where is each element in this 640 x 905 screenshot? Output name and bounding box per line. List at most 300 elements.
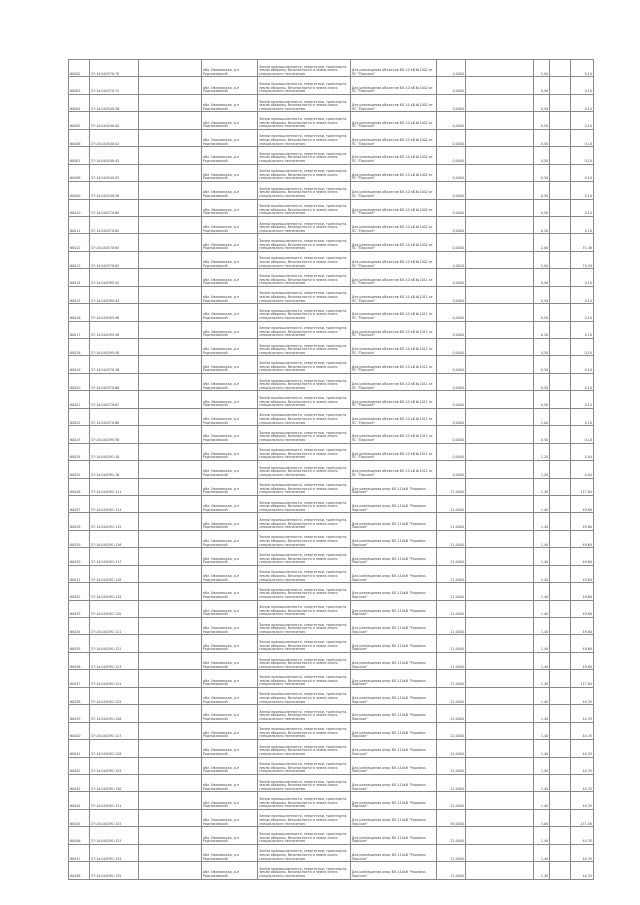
cell-use: Для размещения объектов ВЛ-10 кВ №1002 от ПС "Парское"	[350, 216, 436, 233]
land-plot-table	[68, 59, 594, 880]
cell-address: обл. Ивановская, р-н Родниковский	[202, 844, 258, 861]
table-row	[69, 618, 594, 635]
cell-area: 21,0004	[436, 478, 465, 495]
table-row	[69, 548, 594, 565]
cell-num: 60048	[69, 862, 90, 879]
cell-empty	[138, 408, 201, 425]
cell-cost: 49,60	[571, 565, 594, 582]
cell-val: 0,50	[533, 216, 550, 233]
cell-num: 60034	[69, 618, 90, 635]
cell-category: Земли промышленности, энергетики, транспорта, земли обороны, безопасности и земли иного специального назначения	[258, 670, 351, 687]
cell-empty	[550, 164, 571, 181]
cell-val: 1,40	[533, 565, 550, 582]
cell-category: Земли промышленности, энергетики, транспорта, земли обороны, безопасности и земли иного специального назначения	[258, 722, 351, 739]
cell-cadastral: 37:14:040340:56	[89, 182, 138, 199]
cell-use: Для размещения опор ВЛ-110кВ "Родники-Парское"	[350, 652, 436, 669]
cell-cadastral: 37:14:040391:126	[89, 705, 138, 722]
cell-category: Земли промышленности, энергетики, транспорта, земли обороны, безопасности и земли иного специального назначения	[258, 740, 351, 757]
cell-category: Земли промышленности, энергетики, транспорта, земли обороны, безопасности и земли иного специального назначения	[258, 618, 351, 635]
cell-area: 21,0004	[436, 495, 465, 512]
cell-cost: 0,10	[571, 286, 594, 303]
cell-num: 60035	[69, 635, 90, 652]
cell-empty	[138, 583, 201, 600]
cell-use: Для размещения опор ВЛ-110кВ "Родники-Парское"	[350, 583, 436, 600]
cell-cost: 44,35	[571, 862, 594, 879]
cell-cadastral: 37:14:040391:127	[89, 722, 138, 739]
cell-num: 60032	[69, 583, 90, 600]
cell-area: 0,0004	[436, 182, 465, 199]
cell-empty	[466, 705, 534, 722]
cell-val: 0,50	[533, 373, 550, 390]
cell-empty	[550, 321, 571, 338]
cell-address: обл. Ивановская, р-н Родниковский	[202, 304, 258, 321]
cell-empty	[466, 356, 534, 373]
cell-num: 60022	[69, 408, 90, 425]
cell-address: обл. Ивановская, р-н Родниковский	[202, 635, 258, 652]
cell-empty	[138, 164, 201, 181]
cell-use: Для размещения опор ВЛ-110кВ "Родники-Парское"	[350, 548, 436, 565]
cell-val: 1,40	[533, 478, 550, 495]
table-row	[69, 844, 594, 861]
cell-cadastral: 37:14:040391:135	[89, 862, 138, 879]
cell-empty	[466, 862, 534, 879]
cell-cost: 0,10	[571, 164, 594, 181]
cell-cadastral: 37:14:040340:42	[89, 129, 138, 146]
cell-empty	[138, 827, 201, 844]
table-row	[69, 635, 594, 652]
cell-category: Земли промышленности, энергетики, транспорта, земли обороны, безопасности и земли иного специального назначения	[258, 757, 351, 774]
cell-category: Земли промышленности, энергетики, транспорта, земли обороны, безопасности и земли иного специального назначения	[258, 530, 351, 547]
cell-num: 60029	[69, 530, 90, 547]
cell-empty	[550, 583, 571, 600]
cell-cost: 0,10	[571, 77, 594, 94]
cell-empty	[138, 147, 201, 164]
cell-address: обл. Ивановская, р-н Родниковский	[202, 705, 258, 722]
cell-use: Для размещения объектов ВЛ-10 кВ №1002 от ПС "Парское"	[350, 129, 436, 146]
cell-area: 0,0010	[436, 251, 465, 268]
cell-area: 0,0004	[436, 94, 465, 111]
cell-val: 3,00	[533, 809, 550, 826]
cell-cost: 49,60	[571, 618, 594, 635]
cell-cost: 49,60	[571, 548, 594, 565]
cell-empty	[138, 757, 201, 774]
cell-empty	[466, 339, 534, 356]
cell-empty	[550, 548, 571, 565]
cell-use: Для размещения объектов ВЛ-10 кВ №1011 от ПС "Парское"	[350, 373, 436, 390]
cell-category: Земли промышленности, энергетики, транспорта, земли обороны, безопасности и земли иного специального назначения	[258, 513, 351, 530]
cell-address: обл. Ивановская, р-н Родниковский	[202, 774, 258, 791]
cell-num: 60040	[69, 722, 90, 739]
cell-use: Для размещения объектов ВЛ-10 кВ №1011 от ПС "Парское"	[350, 304, 436, 321]
cell-num: 60011	[69, 216, 90, 233]
cell-cadastral: 37:14:040370:68	[89, 408, 138, 425]
cell-empty	[550, 182, 571, 199]
cell-num: 60038	[69, 687, 90, 704]
cell-use: Для размещения объектов ВЛ-10 кВ №1002 от ПС "Парское"	[350, 77, 436, 94]
cell-use: Для размещения опор ВЛ-110кВ "Родники-Парское"	[350, 618, 436, 635]
cell-cadastral: 37:14:040395:36	[89, 426, 138, 443]
cell-address: обл. Ивановская, р-н Родниковский	[202, 60, 258, 77]
cell-empty	[138, 356, 201, 373]
cell-empty	[138, 478, 201, 495]
table-row	[69, 77, 594, 94]
cell-cadastral: 37:14:040391:116	[89, 530, 138, 547]
cell-empty	[550, 147, 571, 164]
cell-empty	[550, 391, 571, 408]
cell-cost: 0,10	[571, 321, 594, 338]
cell-empty	[466, 461, 534, 478]
cell-area: 21,0004	[436, 600, 465, 617]
cell-cost: 0,10	[571, 216, 594, 233]
cell-empty	[138, 216, 201, 233]
cell-cadastral: 37:14:040391:10	[89, 443, 138, 460]
cell-cost: 44,35	[571, 722, 594, 739]
table-row	[69, 251, 594, 268]
cell-empty	[550, 234, 571, 251]
cell-empty	[550, 827, 571, 844]
cell-category: Земли промышленности, энергетики, транспорта, земли обороны, безопасности и земли иного специального назначения	[258, 635, 351, 652]
table-row	[69, 740, 594, 757]
cell-cost: 0,10	[571, 94, 594, 111]
cell-num: 60025	[69, 461, 90, 478]
cell-category: Земли промышленности, энергетики, транспорта, земли обороны, безопасности и земли иного специального назначения	[258, 216, 351, 233]
cell-address: обл. Ивановская, р-н Родниковский	[202, 687, 258, 704]
cell-cost: 49,60	[571, 530, 594, 547]
cell-empty	[466, 618, 534, 635]
cell-num: 60017	[69, 321, 90, 338]
table-row	[69, 722, 594, 739]
cell-use: Для размещения опор ВЛ-110кВ "Родники-Парское"	[350, 844, 436, 861]
cell-use: Для размещения опор ВЛ-110кВ "Родники-Парское"	[350, 565, 436, 582]
cell-val: 1,40	[533, 757, 550, 774]
cell-empty	[466, 583, 534, 600]
cell-empty	[466, 426, 534, 443]
cell-val: 1,40	[533, 635, 550, 652]
table-row	[69, 443, 594, 460]
cell-use: Для размещения объектов ВЛ-10 кВ №1002 от ПС "Парское"	[350, 199, 436, 216]
cell-empty	[550, 60, 571, 77]
cell-use: Для размещения объектов ВЛ-10 кВ №1011 от ПС "Парское"	[350, 408, 436, 425]
cell-cadastral: 37:14:040391:117	[89, 548, 138, 565]
cell-empty	[550, 792, 571, 809]
cell-num: 60008	[69, 164, 90, 181]
cell-category: Земли промышленности, энергетики, транспорта, земли обороны, безопасности и земли иного специального назначения	[258, 321, 351, 338]
cell-area: 0,0004	[436, 112, 465, 129]
cell-num: 60018	[69, 339, 90, 356]
cell-num: 60026	[69, 478, 90, 495]
cell-cadastral: 37:14:040391:16	[89, 461, 138, 478]
cell-category: Земли промышленности, энергетики, транспорта, земли обороны, безопасности и земли иного специального назначения	[258, 60, 351, 77]
cell-cadastral: 37:14:040391:132	[89, 809, 138, 826]
cell-empty	[466, 740, 534, 757]
cell-empty	[550, 304, 571, 321]
cell-area: 0,0004	[436, 373, 465, 390]
cell-empty	[466, 373, 534, 390]
cell-empty	[466, 513, 534, 530]
cell-use: Для размещения объектов ВЛ-10 кВ №1011 от ПС "Парское"	[350, 461, 436, 478]
cell-cadastral: 37:14:040391:114	[89, 495, 138, 512]
cell-category: Земли промышленности, энергетики, транспорта, земли обороны, безопасности и земли иного специального назначения	[258, 583, 351, 600]
cell-use: Для размещения опор ВЛ-110кВ "Родники-Парское"	[350, 635, 436, 652]
cell-cost: 49,60	[571, 635, 594, 652]
cell-category: Земли промышленности, энергетики, транспорта, земли обороны, безопасности и земли иного специального назначения	[258, 443, 351, 460]
cell-empty	[466, 495, 534, 512]
cell-num: 60003	[69, 77, 90, 94]
cell-area: 0,0004	[436, 356, 465, 373]
cell-use: Для размещения объектов ВЛ-10 кВ №1002 от ПС "Парское"	[350, 147, 436, 164]
cell-val: 0,50	[533, 182, 550, 199]
cell-category: Земли промышленности, энергетики, транспорта, земли обороны, безопасности и земли иного специального назначения	[258, 705, 351, 722]
cell-use: Для размещения опор ВЛ-110кВ "Родники-Парское"	[350, 670, 436, 687]
cell-empty	[550, 600, 571, 617]
cell-cost: 0,10	[571, 129, 594, 146]
cell-val: 1,40	[533, 740, 550, 757]
cell-category: Земли промышленности, энергетики, транспорта, земли обороны, безопасности и земли иного специального назначения	[258, 495, 351, 512]
cell-empty	[466, 844, 534, 861]
cell-category: Земли промышленности, энергетики, транспорта, земли обороны, безопасности и земли иного специального назначения	[258, 77, 351, 94]
cell-area: 21,0004	[436, 565, 465, 582]
cell-address: обл. Ивановская, р-н Родниковский	[202, 77, 258, 94]
cell-empty	[550, 635, 571, 652]
cell-empty	[138, 809, 201, 826]
cell-empty	[550, 269, 571, 286]
cell-cost: 0,10	[571, 408, 594, 425]
cell-empty	[466, 147, 534, 164]
cell-cost: 44,35	[571, 687, 594, 704]
cell-num: 60027	[69, 495, 90, 512]
cell-empty	[466, 600, 534, 617]
cell-address: обл. Ивановская, р-н Родниковский	[202, 373, 258, 390]
cell-area: 0,0004	[436, 216, 465, 233]
cell-address: обл. Ивановская, р-н Родниковский	[202, 269, 258, 286]
cell-use: Для размещения объектов ВЛ-10 кВ №1011 от ПС "Парское"	[350, 269, 436, 286]
cell-val: 1,40	[533, 618, 550, 635]
cell-cadastral: 37:14:040340:36	[89, 94, 138, 111]
cell-val: 0,50	[533, 356, 550, 373]
table-row	[69, 286, 594, 303]
cell-empty	[466, 112, 534, 129]
cell-empty	[550, 530, 571, 547]
cell-use: Для размещения объектов ВЛ-10 кВ №1002 от ПС "Парское"	[350, 60, 436, 77]
cell-empty	[466, 635, 534, 652]
cell-address: обл. Ивановская, р-н Родниковский	[202, 216, 258, 233]
cell-empty	[550, 809, 571, 826]
cell-cost: 0,10	[571, 373, 594, 390]
cell-address: обл. Ивановская, р-н Родниковский	[202, 391, 258, 408]
cell-area: 21,0004	[436, 530, 465, 547]
table-row	[69, 530, 594, 547]
cell-empty	[466, 443, 534, 460]
cell-num: 60033	[69, 600, 90, 617]
cell-area: 0,0004	[436, 164, 465, 181]
cell-num: 60004	[69, 94, 90, 111]
cell-empty	[138, 129, 201, 146]
cell-empty	[550, 339, 571, 356]
cell-empty	[138, 339, 201, 356]
cell-cadastral: 37:14:040391:130	[89, 774, 138, 791]
cell-cadastral: 37:14:040391:131	[89, 792, 138, 809]
cell-category: Земли промышленности, энергетики, транспорта, земли обороны, безопасности и земли иного специального назначения	[258, 373, 351, 390]
cell-cadastral: 37:14:040370:67	[89, 391, 138, 408]
cell-empty	[466, 809, 534, 826]
cell-num: 60020	[69, 373, 90, 390]
cell-cost: 0,10	[571, 426, 594, 443]
cell-cadastral: 37:14:040370:60	[89, 199, 138, 216]
cell-cadastral: 37:14:040391:111	[89, 478, 138, 495]
cell-num: 60023	[69, 426, 90, 443]
cell-empty	[466, 792, 534, 809]
cell-cadastral: 37:14:040391:125	[89, 687, 138, 704]
cell-area: 21,0004	[436, 548, 465, 565]
cell-empty	[138, 705, 201, 722]
cell-cost: 49,60	[571, 652, 594, 669]
cell-use: Для размещения опор ВЛ-110кВ "Родники-Парское"	[350, 827, 436, 844]
cell-empty	[138, 461, 201, 478]
cell-empty	[466, 530, 534, 547]
cell-num: 60010	[69, 199, 90, 216]
cell-empty	[466, 774, 534, 791]
cell-num: 60009	[69, 182, 90, 199]
cell-num: 60021	[69, 391, 90, 408]
cell-empty	[466, 164, 534, 181]
cell-category: Земли промышленности, энергетики, транспорта, земли обороны, безопасности и земли иного специального назначения	[258, 548, 351, 565]
cell-val: 0,50	[533, 164, 550, 181]
cell-val: 1,20	[533, 443, 550, 460]
cell-address: обл. Ивановская, р-н Родниковский	[202, 618, 258, 635]
cell-empty	[466, 77, 534, 94]
cell-address: обл. Ивановская, р-н Родниковский	[202, 478, 258, 495]
cell-empty	[550, 670, 571, 687]
cell-empty	[466, 60, 534, 77]
cell-empty	[550, 478, 571, 495]
cell-address: обл. Ивановская, р-н Родниковский	[202, 827, 258, 844]
cell-category: Земли промышленности, энергетики, транспорта, земли обороны, безопасности и земли иного специального назначения	[258, 827, 351, 844]
cell-val: 1,40	[533, 862, 550, 879]
cell-address: обл. Ивановская, р-н Родниковский	[202, 443, 258, 460]
cell-empty	[138, 286, 201, 303]
cell-empty	[550, 426, 571, 443]
cell-val: 1,40	[533, 495, 550, 512]
cell-category: Земли промышленности, энергетики, транспорта, земли обороны, безопасности и земли иного специального назначения	[258, 565, 351, 582]
cell-area: 22,0004	[436, 844, 465, 861]
cell-num: 60036	[69, 652, 90, 669]
cell-val: 1,40	[533, 530, 550, 547]
cell-category: Земли промышленности, энергетики, транспорта, земли обороны, безопасности и земли иного специального назначения	[258, 461, 351, 478]
table-row	[69, 792, 594, 809]
table-row	[69, 478, 594, 495]
cell-cadastral: 37:14:040391:133	[89, 827, 138, 844]
cell-address: обл. Ивановская, р-н Родниковский	[202, 356, 258, 373]
cell-val: 0,50	[533, 112, 550, 129]
cell-use: Для размещения опор ВЛ-110кВ "Родники-Парское"	[350, 757, 436, 774]
cell-category: Земли промышленности, энергетики, транспорта, земли обороны, безопасности и земли иного специального назначения	[258, 478, 351, 495]
table-row	[69, 408, 594, 425]
cell-cost: 0,10	[571, 356, 594, 373]
cell-use: Для размещения объектов ВЛ-10 кВ №1011 от ПС "Парское"	[350, 286, 436, 303]
cell-area: 21,0004	[436, 652, 465, 669]
cell-cost: 0,10	[571, 391, 594, 408]
table-row	[69, 339, 594, 356]
cell-empty	[550, 513, 571, 530]
cell-area: 0,0004	[436, 60, 465, 77]
cell-category: Земли промышленности, энергетики, транспорта, земли обороны, безопасности и земли иного специального назначения	[258, 94, 351, 111]
cell-cost: 44,35	[571, 757, 594, 774]
cell-cost: 171,56	[571, 809, 594, 826]
cell-empty	[138, 60, 201, 77]
cell-use: Для размещения объектов ВЛ-10 кВ №1011 от ПС "Парское"	[350, 356, 436, 373]
table-row	[69, 687, 594, 704]
cell-empty	[466, 652, 534, 669]
cell-cadastral: 37:14:040370:62	[89, 216, 138, 233]
cell-empty	[138, 792, 201, 809]
cell-category: Земли промышленности, энергетики, транспорта, земли обороны, безопасности и земли иного специального назначения	[258, 129, 351, 146]
cell-category: Земли промышленности, энергетики, транспорта, земли обороны, безопасности и земли иного специального назначения	[258, 164, 351, 181]
cell-area: 0,0004	[436, 339, 465, 356]
cell-val: 0,50	[533, 269, 550, 286]
cell-address: обл. Ивановская, р-н Родниковский	[202, 565, 258, 582]
cell-cost: 0,10	[571, 112, 594, 129]
cell-empty	[138, 635, 201, 652]
cell-category: Земли промышленности, энергетики, транспорта, земли обороны, безопасности и земли иного специального назначения	[258, 339, 351, 356]
cell-category: Земли промышленности, энергетики, транспорта, земли обороны, безопасности и земли иного специального назначения	[258, 844, 351, 861]
cell-val: 0,50	[533, 77, 550, 94]
cell-empty	[550, 373, 571, 390]
cell-empty	[466, 286, 534, 303]
cell-cost: 0,04	[571, 461, 594, 478]
cell-empty	[138, 269, 201, 286]
cell-category: Земли промышленности, энергетики, транспорта, земли обороны, безопасности и земли иного специального назначения	[258, 182, 351, 199]
cell-cost: 44,35	[571, 774, 594, 791]
cell-cost: 0,10	[571, 147, 594, 164]
cell-address: обл. Ивановская, р-н Родниковский	[202, 722, 258, 739]
cell-address: обл. Ивановская, р-н Родниковский	[202, 129, 258, 146]
cell-area: 0,0004	[436, 147, 465, 164]
cell-empty	[138, 862, 201, 879]
cell-empty	[550, 722, 571, 739]
cell-area: 0,0004	[436, 391, 465, 408]
cell-cadastral: 37:14:040370:72	[89, 77, 138, 94]
cell-category: Земли промышленности, энергетики, транспорта, земли обороны, безопасности и земли иного специального назначения	[258, 286, 351, 303]
cell-empty	[550, 77, 571, 94]
cell-empty	[550, 774, 571, 791]
cell-area: 22,0004	[436, 740, 465, 757]
cell-category: Земли промышленности, энергетики, транспорта, земли обороны, безопасности и земли иного специального назначения	[258, 147, 351, 164]
cell-empty	[550, 862, 571, 879]
cell-area: 0,0004	[436, 234, 465, 251]
table-body	[69, 60, 594, 880]
table-row	[69, 391, 594, 408]
cell-address: обл. Ивановская, р-н Родниковский	[202, 461, 258, 478]
cell-empty	[550, 112, 571, 129]
cell-use: Для размещения объектов ВЛ-10 кВ №1002 от ПС "Парское"	[350, 164, 436, 181]
cell-val: 1,40	[533, 583, 550, 600]
cell-cost: 74,20	[571, 251, 594, 268]
cell-empty	[138, 304, 201, 321]
cell-num: 60014	[69, 269, 90, 286]
cell-num: 60013	[69, 251, 90, 268]
cell-use: Для размещения опор ВЛ-110кВ "Родники-Парское"	[350, 862, 436, 879]
cell-area: 0,0004	[436, 321, 465, 338]
cell-address: обл. Ивановская, р-н Родниковский	[202, 182, 258, 199]
cell-use: Для размещения опор ВЛ-110кВ "Родники-Парское"	[350, 495, 436, 512]
cell-empty	[550, 618, 571, 635]
cell-cadastral: 37:14:040395:48	[89, 321, 138, 338]
cell-num: 60044	[69, 792, 90, 809]
table-row	[69, 705, 594, 722]
cell-cadastral: 37:14:040395:50	[89, 339, 138, 356]
cell-area: 0,0004	[436, 304, 465, 321]
cell-val: 1,40	[533, 652, 550, 669]
